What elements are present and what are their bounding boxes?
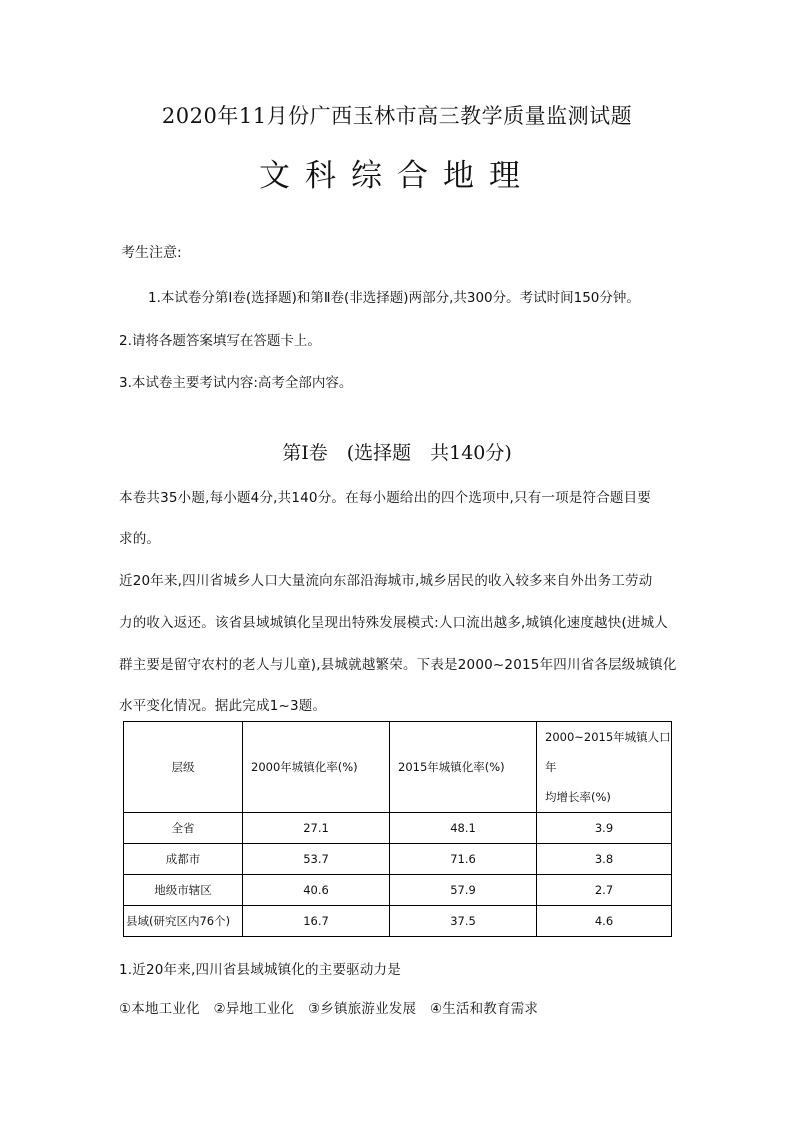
table-row <box>124 844 672 875</box>
urbanization-table <box>123 721 672 937</box>
header-growth-line-2: 均增长率(%) <box>545 790 611 804</box>
table-row <box>124 813 672 844</box>
cell-growth: 4.6 <box>537 906 672 937</box>
question-1-stem: 1.近20年来,四川省县域城镇化的主要驱动力是 <box>119 962 401 978</box>
passage-line-3: 群主要是留守农村的老人与儿童),县城就越繁荣。下表是2000~2015年四川省各层级城镇化 <box>119 657 677 673</box>
intro-line-1: 本卷共35小题,每小题4分,共140分。在每小题给出的四个选项中,只有一项是符合题目要 <box>119 490 652 506</box>
question-1-options: ①本地工业化 ②异地工业化 ③乡镇旅游业发展 ④生活和教育需求 <box>119 1001 539 1017</box>
cell-level: 成都市 <box>124 844 243 875</box>
cell-rate-2000: 53.7 <box>243 844 390 875</box>
cell-level: 地级市辖区 <box>124 875 243 906</box>
table-header-row <box>124 722 672 813</box>
cell-rate-2000: 40.6 <box>243 875 390 906</box>
cell-growth: 2.7 <box>537 875 672 906</box>
cell-rate-2015: 71.6 <box>390 844 537 875</box>
cell-growth: 3.9 <box>537 813 672 844</box>
passage-line-2: 力的收入返还。该省县域城镇化呈现出特殊发展模式:人口流出越多,城镇化速度越快(进城人 <box>119 615 669 631</box>
cell-rate-2015: 48.1 <box>390 813 537 844</box>
section-title: 第Ⅰ卷 (选择题 共140分) <box>282 442 512 464</box>
cell-level: 县域(研究区内76个) <box>124 906 243 937</box>
notice-item-3: 3.本试卷主要考试内容:高考全部内容。 <box>119 375 353 391</box>
notice-item-2: 2.请将各题答案填写在答题卡上。 <box>119 333 321 349</box>
passage-line-4: 水平变化情况。据此完成1~3题。 <box>119 698 327 714</box>
header-level: 层级 <box>124 722 243 813</box>
header-rate-2015: 2015年城镇化率(%) <box>390 722 537 813</box>
cell-rate-2000: 16.7 <box>243 906 390 937</box>
exam-title: 2020年11月份广西玉林市高三教学质量监测试题 <box>161 104 633 128</box>
cell-growth: 3.8 <box>537 844 672 875</box>
intro-line-2: 求的。 <box>119 531 161 547</box>
header-growth-line-1: 2000~2015年城镇人口年 <box>545 730 671 774</box>
cell-level: 全省 <box>124 813 243 844</box>
table-row <box>124 906 672 937</box>
subject-title: 文科综合地理 <box>259 158 535 194</box>
cell-rate-2015: 57.9 <box>390 875 537 906</box>
cell-rate-2015: 37.5 <box>390 906 537 937</box>
table-row <box>124 875 672 906</box>
cell-rate-2000: 27.1 <box>243 813 390 844</box>
passage-line-1: 近20年来,四川省城乡人口大量流向东部沿海城市,城乡居民的收入较多来自外出务工劳动 <box>119 573 653 589</box>
notice-heading: 考生注意: <box>121 245 182 261</box>
notice-item-1: 1.本试卷分第Ⅰ卷(选择题)和第Ⅱ卷(非选择题)两部分,共300分。考试时间150分钟。 <box>148 290 640 306</box>
header-rate-2000: 2000年城镇化率(%) <box>243 722 390 813</box>
header-growth <box>537 722 672 813</box>
